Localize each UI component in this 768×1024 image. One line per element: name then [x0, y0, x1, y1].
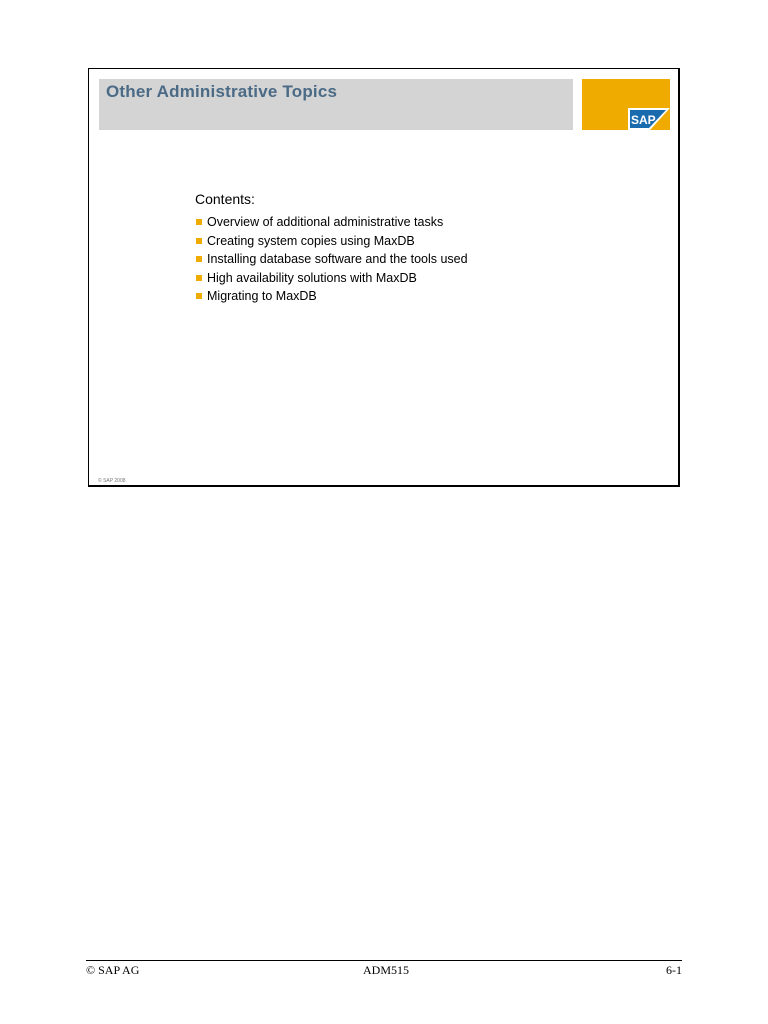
list-item-text: Creating system copies using MaxDB — [207, 233, 415, 248]
contents-heading: Contents: — [195, 191, 255, 207]
slide-frame — [88, 68, 680, 487]
list-item-text: High availability solutions with MaxDB — [207, 270, 417, 285]
bullet-square-icon — [196, 293, 202, 299]
logo-panel — [582, 79, 670, 130]
list-item — [195, 213, 468, 232]
list-item-text: Installing database software and the tools used — [207, 252, 468, 266]
list-item — [195, 250, 468, 269]
sap-logo-text: SAP — [631, 113, 656, 127]
list-item — [195, 287, 468, 306]
bullet-square-icon — [196, 275, 202, 281]
list-item — [195, 232, 468, 251]
list-item — [195, 269, 468, 288]
slide-title: Other Administrative Topics — [106, 82, 338, 101]
contents-list — [195, 213, 468, 306]
page-footer — [86, 960, 682, 977]
contents-section — [195, 190, 468, 306]
title-bar — [99, 79, 573, 130]
bullet-square-icon — [196, 219, 202, 225]
slide-copyright: © SAP 2008 — [98, 478, 126, 484]
list-item-text: Overview of additional administrative tasks — [207, 215, 444, 229]
footer-page-number: 6-1 — [666, 963, 682, 977]
bullet-square-icon — [196, 238, 202, 244]
sap-logo — [628, 108, 670, 130]
list-item-text: Migrating to MaxDB — [207, 289, 317, 303]
footer-copyright: © SAP AG — [86, 963, 140, 977]
footer-course-code: ADM515 — [363, 963, 410, 977]
bullet-square-icon — [196, 256, 202, 262]
